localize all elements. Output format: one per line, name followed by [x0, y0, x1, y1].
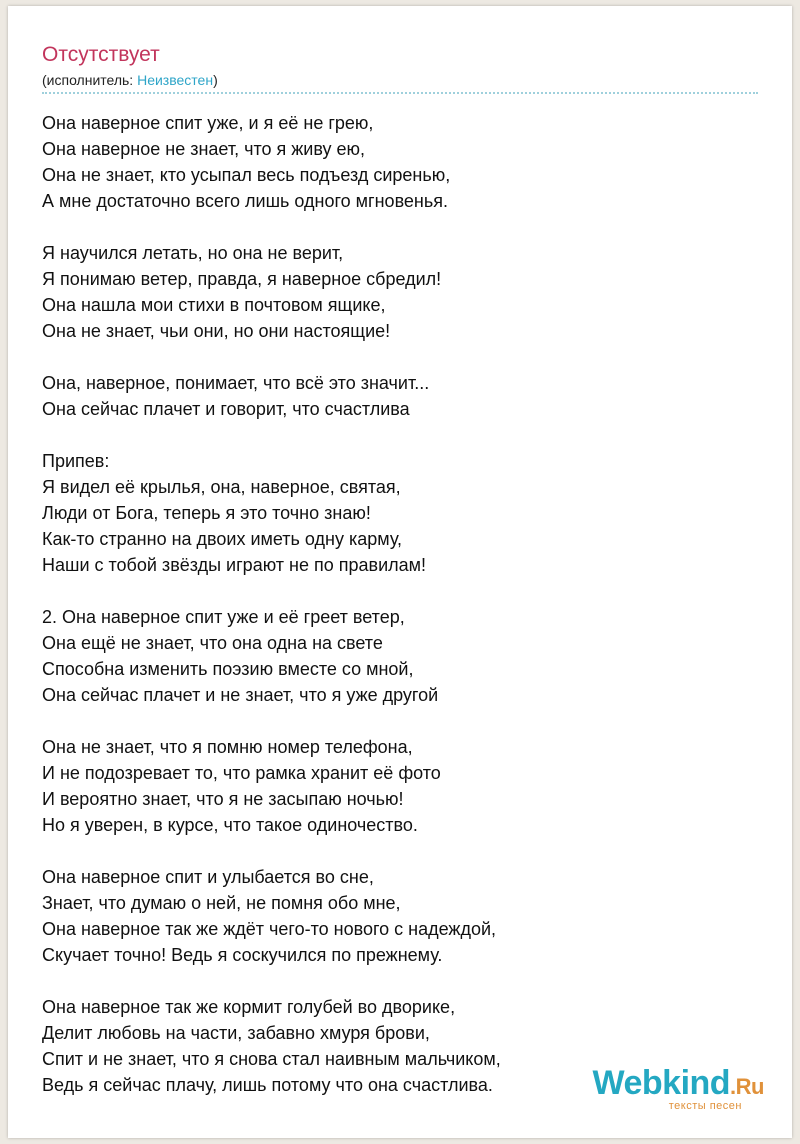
lyrics-stanza	[42, 604, 758, 708]
lyrics-stanza	[42, 864, 758, 968]
lyrics-line: Люди от Бога, теперь я это точно знаю!	[42, 503, 371, 523]
lyrics-line: Припев:	[42, 451, 110, 471]
lyrics-line: И вероятно знает, что я не засыпаю ночью!	[42, 789, 404, 809]
lyrics-body	[42, 110, 758, 1124]
header-divider	[42, 92, 758, 94]
watermark-tagline: тексты песен	[668, 1100, 742, 1112]
lyrics-line: Она не знает, чьи они, но они настоящие!	[42, 321, 391, 341]
lyrics-stanza	[42, 370, 758, 422]
lyrics-page	[8, 6, 792, 1138]
lyrics-line: Я понимаю ветер, правда, я наверное сбредил!	[42, 269, 442, 289]
lyrics-line: Способна изменить поэзию вместе со мной,	[42, 659, 414, 679]
lyrics-line: Она наверное не знает, что я живу ею,	[42, 139, 366, 159]
lyrics-line: Ведь я сейчас плачу, лишь потому что она счастлива.	[42, 1075, 493, 1095]
artist-link[interactable]: Неизвестен	[137, 72, 214, 88]
lyrics-line: Она наверное так же ждёт чего-то нового с надеждой,	[42, 919, 497, 939]
watermark-logo	[593, 1066, 765, 1104]
artist-prefix: (исполнитель:	[42, 72, 138, 88]
lyrics-line: Я научился летать, но она не верит,	[42, 243, 344, 263]
lyrics-line: Она наверное так же кормит голубей во дворике,	[42, 997, 456, 1017]
lyrics-line: Как-то странно на двоих иметь одну карму,	[42, 529, 403, 549]
lyrics-line: Но я уверен, в курсе, что такое одиночество.	[42, 815, 418, 835]
lyrics-line: Она ещё не знает, что она одна на свете	[42, 633, 383, 653]
lyrics-line: Она не знает, кто усыпал весь подъезд сиренью,	[42, 165, 451, 185]
lyrics-line: Спит и не знает, что я снова стал наивным мальчиком,	[42, 1049, 501, 1069]
lyrics-line: Наши с тобой звёзды играют не по правилам!	[42, 555, 427, 575]
lyrics-stanza	[42, 734, 758, 838]
lyrics-line: Я видел её крылья, она, наверное, святая,	[42, 477, 401, 497]
lyrics-line: Она наверное спит и улыбается во сне,	[42, 867, 374, 887]
artist-line	[42, 71, 758, 89]
lyrics-line: Она наверное спит уже, и я её не грею,	[42, 113, 374, 133]
watermark-tld: .Ru	[730, 1074, 764, 1099]
watermark-brand: Webkind	[592, 1064, 731, 1102]
lyrics-line: Делит любовь на части, забавно хмуря брови,	[42, 1023, 430, 1043]
lyrics-stanza	[42, 448, 758, 578]
artist-suffix: )	[213, 72, 218, 88]
lyrics-line: И не подозревает то, что рамка хранит её фото	[42, 763, 441, 783]
lyrics-stanza	[42, 240, 758, 344]
lyrics-stanza	[42, 110, 758, 214]
lyrics-line: Скучает точно! Ведь я соскучился по прежнему.	[42, 945, 443, 965]
lyrics-line: Она сейчас плачет и не знает, что я уже другой	[42, 685, 439, 705]
lyrics-line: Она, наверное, понимает, что всё это значит...	[42, 373, 430, 393]
lyrics-line: 2. Она наверное спит уже и её греет ветер,	[42, 607, 405, 627]
lyrics-line: А мне достаточно всего лишь одного мгновенья.	[42, 191, 449, 211]
song-header	[42, 42, 758, 89]
lyrics-line: Она не знает, что я помню номер телефона,	[42, 737, 413, 757]
webkind-watermark	[593, 1066, 765, 1112]
lyrics-line: Она сейчас плачет и говорит, что счастлива	[42, 399, 410, 419]
lyrics-line: Она нашла мои стихи в почтовом ящике,	[42, 295, 386, 315]
song-title[interactable]: Отсутствует	[42, 43, 160, 66]
lyrics-line: Знает, что думаю о ней, не помня обо мне,	[42, 893, 401, 913]
